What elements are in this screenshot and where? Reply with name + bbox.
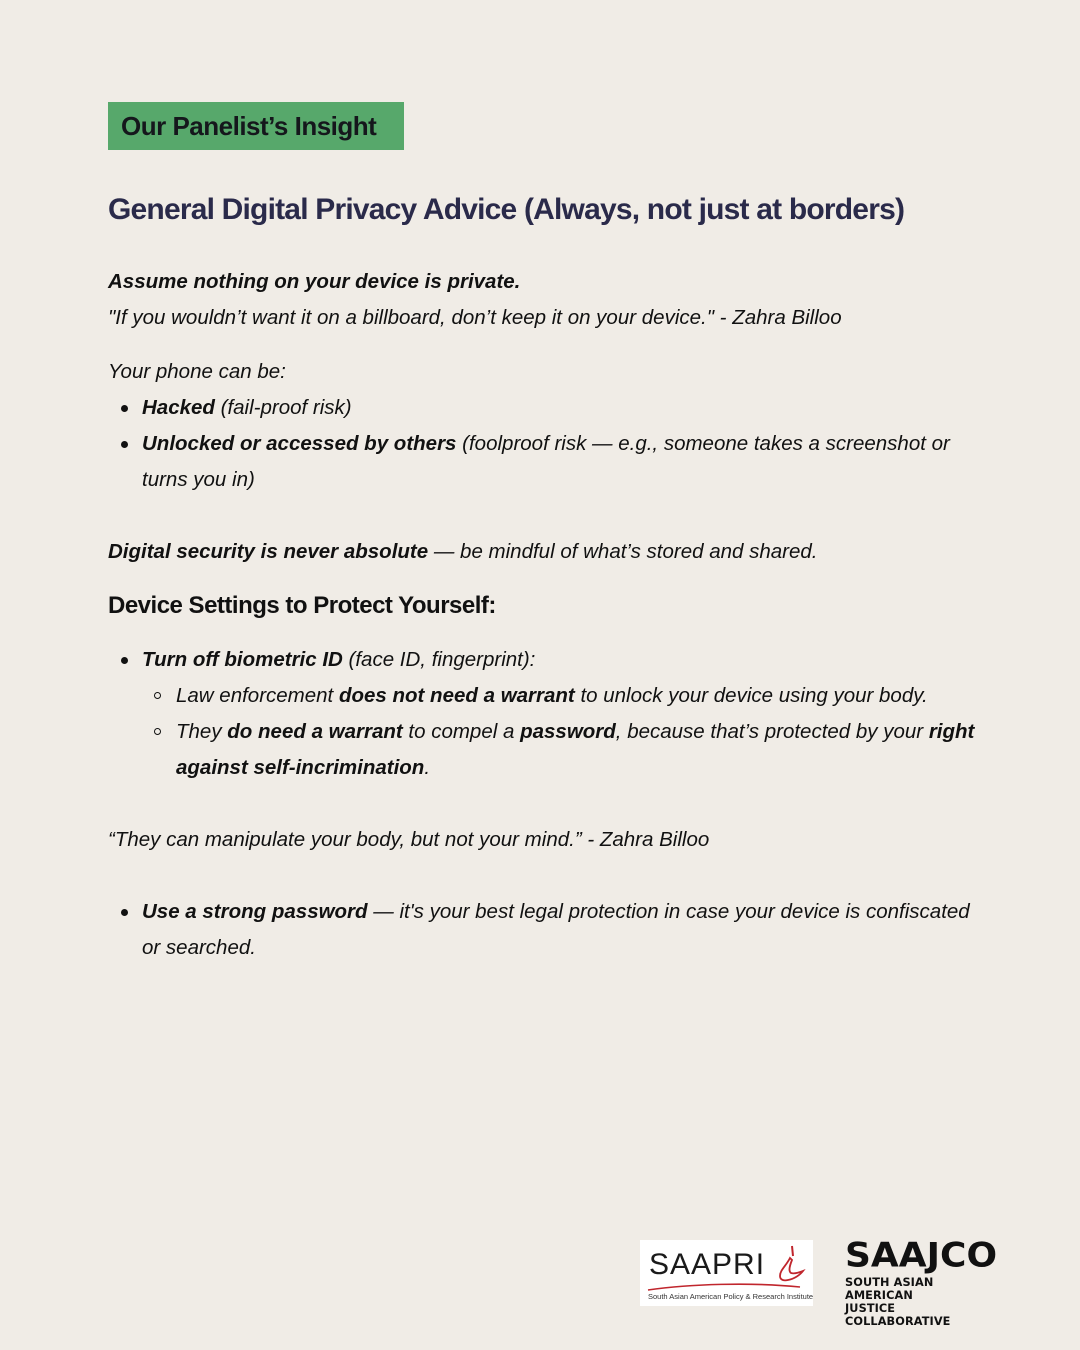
mind-quote: “They can manipulate your body, but not your mind.” - Zahra Billoo: [108, 828, 710, 851]
list-item: Turn off biometric ID (face ID, fingerprint): Law enforcement does not need a warrant to unlock your device using your body. They do need a warrant to compel a password, because that’s protected by your right against self-incrimination.: [142, 642, 988, 786]
biometric-sublist: [142, 678, 988, 786]
saajco-logo: SAAJCO SOUTH ASIAN AMERICAN JUSTICE COLLABORATIVE: [845, 1236, 998, 1328]
settings-list: [108, 642, 988, 786]
phone-intro: Your phone can be:: [108, 360, 286, 383]
page-title: General Digital Privacy Advice (Always, not just at borders): [108, 193, 905, 226]
saapri-logo: SAAPRI South Asian American Policy & Research Institute: [640, 1240, 813, 1306]
assume-heading: Assume nothing on your device is private.: [108, 270, 521, 293]
billboard-quote: "If you wouldn’t want it on a billboard, don’t keep it on your device." - Zahra Billoo: [108, 306, 842, 329]
phone-risk-list: [108, 390, 988, 498]
list-item: Hacked (fail-proof risk): [142, 390, 988, 426]
list-item: They do need a warrant to compel a password, because that’s protected by your right against self-incrimination.: [176, 714, 988, 786]
security-note: Digital security is never absolute — be mindful of what’s stored and shared.: [108, 540, 818, 563]
password-list: [108, 894, 988, 966]
settings-heading: Device Settings to Protect Yourself:: [108, 592, 496, 619]
list-item: Use a strong password — it's your best legal protection in case your device is confiscated or searched.: [142, 894, 988, 966]
section-badge: Our Panelist’s Insight: [108, 102, 404, 150]
article-body: [108, 264, 988, 966]
list-item: Unlocked or accessed by others (foolproof risk — e.g., someone takes a screenshot or turns you in): [142, 426, 988, 498]
list-item: Law enforcement does not need a warrant to unlock your device using your body.: [176, 678, 988, 714]
